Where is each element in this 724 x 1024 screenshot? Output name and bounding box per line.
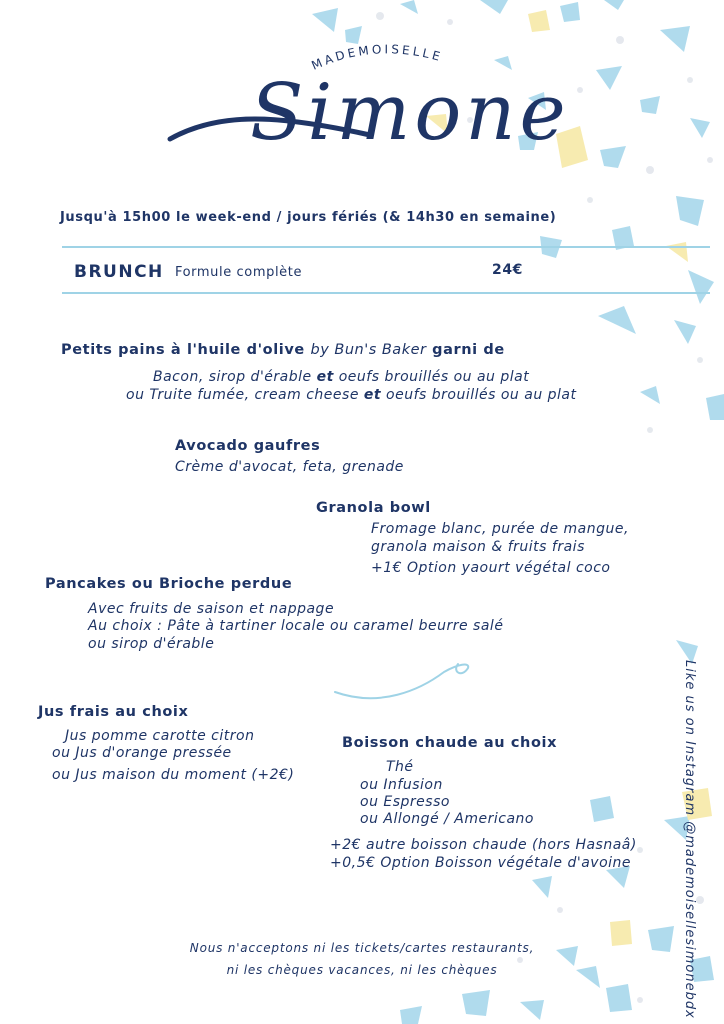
pancakes-desc-3: ou sirop d'érable [88,636,215,652]
brand-subtitle: MADEMOISELLE [309,42,445,73]
petits-pains-line-1-and: et [316,369,334,385]
jus-item-1: Jus pomme carotte citron [65,728,255,744]
brunch-title: BRUNCH [74,262,164,282]
footer-line-1: Nous n'acceptons ni les tickets/cartes restaurants, [189,941,535,955]
jus-item-3: ou Jus maison du moment (+2€) [52,767,295,783]
petits-pains-line-2-and: et [363,387,382,403]
granola-option: +1€ Option yaourt végétal coco [371,560,611,576]
divider-bottom [62,292,710,294]
instagram-handle: Like us on Instagram @mademoisellesimonebdx [682,660,697,1019]
granola-desc-2: granola maison & fruits frais [371,539,585,555]
petits-pains-line-1 [153,369,529,385]
petits-pains-title-b: garni de [426,342,505,358]
petits-pains-title [61,342,505,358]
brand-name: Simone [250,68,570,158]
divider-top [62,246,710,248]
petits-pains-line-1-b: oeufs brouillés ou au plat [333,369,530,385]
boisson-title: Boisson chaude au choix [342,735,558,751]
brunch-formula: Formule complète [175,265,303,280]
petits-pains-line-2-a: ou Truite fumée, cream cheese [126,387,364,403]
boisson-item-3: ou Espresso [360,794,450,810]
granola-title: Granola bowl [316,500,431,516]
boisson-extra-1: +2€ autre boisson chaude (hors Hasnaâ) [330,837,637,853]
boisson-extra-2: +0,5€ Option Boisson végétale d'avoine [330,855,632,871]
jus-title: Jus frais au choix [38,704,189,720]
pancakes-title: Pancakes ou Brioche perdue [45,576,293,592]
petits-pains-title-a: Petits pains à l'huile d'olive [61,342,311,358]
boisson-item-1: Thé [386,759,414,775]
opening-hours: Jusqu'à 15h00 le week-end / jours fériés (& 14h30 en semaine) [60,210,557,225]
petits-pains-line-1-a: Bacon, sirop d'érable [153,369,317,385]
footer-line-2: ni les chèques vacances, ni les chèques [226,963,498,977]
jus-item-2: ou Jus d'orange pressée [52,745,232,761]
avocado-desc: Crème d'avocat, feta, grenade [175,459,404,475]
brunch-price: 24€ [492,262,524,278]
petits-pains-baker: by Bun's Baker [310,342,427,358]
pancakes-desc-2: Au choix : Pâte à tartiner locale ou caramel beurre salé [88,618,504,634]
granola-desc-1: Fromage blanc, purée de mangue, [371,521,629,537]
brand-logo [160,35,580,165]
boisson-item-2: ou Infusion [360,777,443,793]
petits-pains-line-2 [126,387,577,403]
boisson-item-4: ou Allongé / Americano [360,811,534,827]
petits-pains-line-2-b: oeufs brouillés ou au plat [381,387,577,403]
pancakes-desc-1: Avec fruits de saison et nappage [88,601,335,617]
avocado-title: Avocado gaufres [175,438,321,454]
